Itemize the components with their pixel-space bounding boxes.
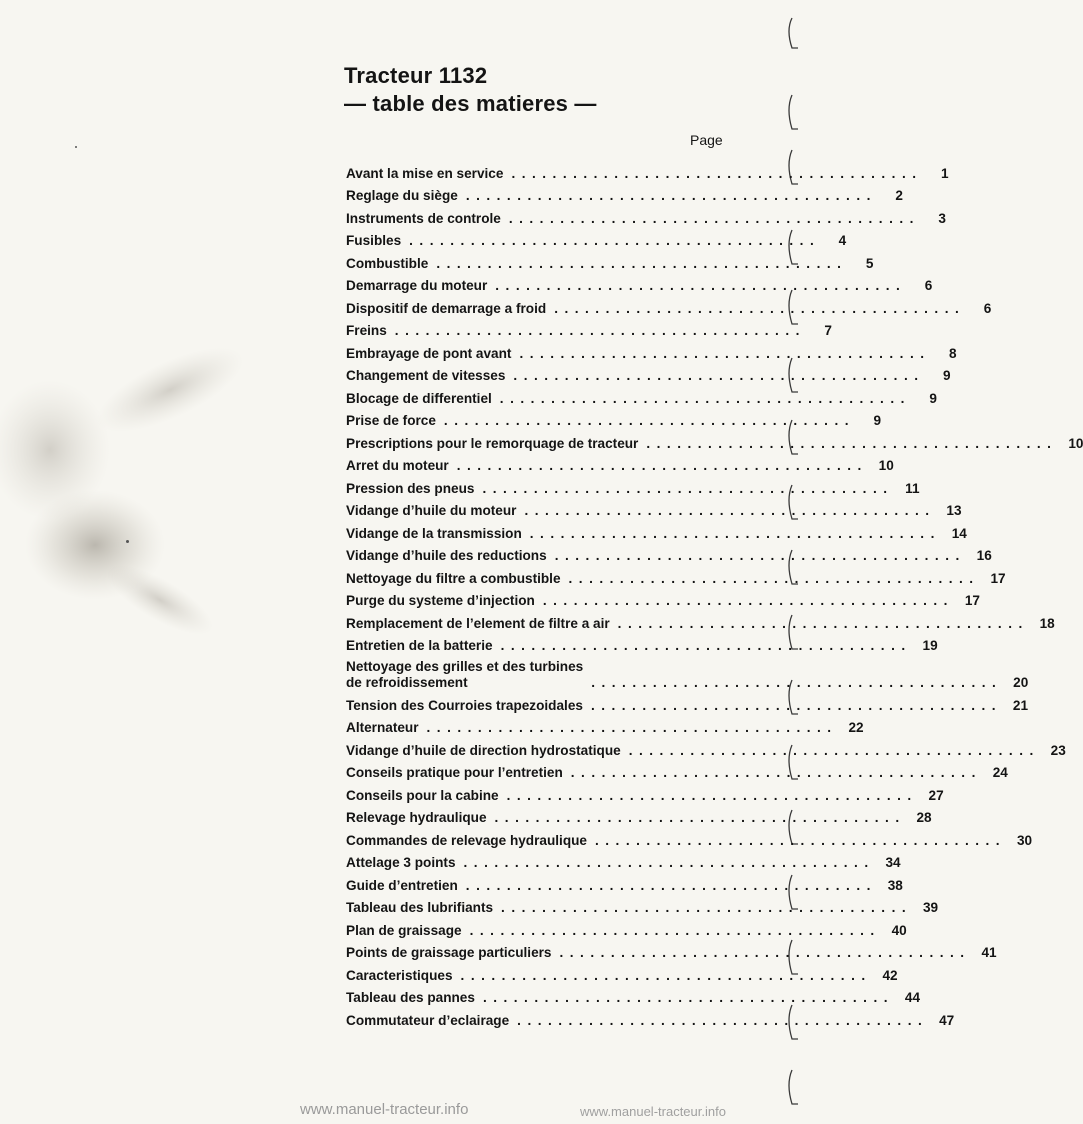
toc-dot-leader: ........................................ — [436, 255, 848, 271]
toc-entry-title — [346, 166, 503, 182]
toc-entry-title-line: Alternateur — [346, 720, 419, 735]
toc-entry-title — [346, 968, 453, 984]
toc-entry-title — [346, 659, 583, 691]
toc-entry — [346, 474, 920, 497]
toc-entry — [346, 781, 944, 804]
toc-entry-title — [346, 900, 493, 916]
toc-entry — [346, 894, 939, 917]
toc-page-number: 42 — [882, 967, 898, 983]
toc-dot-leader: ........................................ — [519, 345, 931, 361]
toc-entry-title-line: Tableau des pannes — [346, 990, 475, 1005]
toc-dot-leader: ........................................ — [426, 720, 838, 735]
toc-entry-title-line: Fusibles — [346, 233, 402, 248]
toc-dot-leader: ........................................ — [409, 233, 821, 248]
toc-dot-leader: ........................................ — [628, 742, 1040, 758]
toc-page-number: 21 — [1012, 697, 1029, 713]
toc-dot-leader: ........................................ — [494, 810, 906, 825]
toc-page-number: 11 — [905, 480, 920, 496]
toc-entry — [346, 804, 932, 827]
toc-entry — [346, 542, 992, 565]
toc-dot-leader: ........................................ — [595, 832, 1007, 848]
toc-dot-leader: ........................................ — [508, 210, 920, 226]
toc-entry — [346, 452, 894, 475]
toc-entry-title — [346, 458, 449, 474]
toc-entry — [346, 227, 847, 250]
toc-entry-title-line: Tableau des lubrifiants — [346, 900, 494, 915]
toc-entry-title — [346, 765, 563, 781]
toc-entry-title-line: Prescriptions pour le remorquage de tracteur — [346, 435, 639, 451]
toc-entry — [346, 407, 881, 430]
toc-entry-title — [346, 788, 499, 804]
page-column-header: Page — [690, 132, 723, 148]
toc-dot-leader: ........................................ — [529, 525, 941, 541]
toc-page-number: 17 — [964, 593, 980, 608]
toc-entry — [346, 939, 997, 962]
toc-entry — [346, 691, 1029, 714]
toc-dot-leader: ........................................ — [617, 615, 1029, 631]
toc-entry-title — [346, 436, 638, 452]
toc-dot-leader: ........................................ — [591, 675, 1003, 690]
toc-entry — [346, 984, 921, 1007]
toc-entry-title — [346, 188, 458, 204]
toc-dot-leader: ........................................ — [443, 413, 855, 428]
toc-entry-title — [346, 526, 522, 542]
toc-dot-leader: ........................................ — [513, 368, 925, 383]
toc-entry — [346, 429, 1083, 452]
toc-dot-leader: ........................................ — [554, 300, 966, 316]
table-of-contents — [346, 159, 1083, 1029]
toc-entry-title — [346, 548, 547, 564]
toc-page-number: 40 — [891, 922, 907, 938]
toc-dot-leader: ........................................ — [517, 1012, 929, 1028]
toc-entry-title-line: Embrayage de pont avant — [346, 345, 512, 361]
toc-page-number: 22 — [848, 720, 864, 735]
toc-page-number: 20 — [1013, 675, 1029, 690]
toc-entry-title-line: Plan de graissage — [346, 922, 462, 938]
toc-page-number: 13 — [946, 503, 962, 518]
toc-entry-title-line: Vidange d’huile de direction hydrostatique — [346, 742, 621, 758]
toc-dot-leader: ........................................ — [460, 967, 872, 983]
toc-page-number: 16 — [976, 548, 992, 563]
toc-entry-title — [346, 810, 487, 826]
toc-entry-title — [346, 391, 492, 407]
toc-entry-title-line: Purge du systeme d’injection — [346, 593, 535, 608]
smudge-stain — [0, 330, 260, 660]
toc-entry — [346, 384, 937, 407]
toc-entry — [346, 497, 962, 520]
toc-entry-title — [346, 571, 561, 587]
toc-dot-leader: ........................................ — [495, 278, 907, 293]
toc-entry — [346, 961, 898, 984]
toc-entry-title-line: Avant la mise en service — [346, 165, 504, 181]
toc-dot-leader: ........................................ — [394, 323, 806, 338]
toc-page-number: 30 — [1016, 832, 1033, 848]
toc-entry — [346, 362, 951, 385]
toc-page-number: 44 — [904, 990, 921, 1005]
toc-entry — [346, 317, 832, 340]
toc-dot-leader: ........................................ — [568, 570, 980, 586]
toc-page-number: 24 — [992, 765, 1008, 780]
title-line-2: — table des matieres — — [344, 91, 597, 116]
toc-page-number: 9 — [942, 368, 951, 383]
toc-entry-title — [346, 720, 419, 736]
toc-entry-title — [346, 503, 516, 519]
toc-page-number: 27 — [928, 787, 944, 803]
toc-page-number: 39 — [923, 900, 939, 915]
toc-dot-leader: ........................................ — [456, 458, 868, 473]
toc-page-number: 4 — [838, 233, 847, 248]
toc-page-number: 10 — [1068, 435, 1083, 451]
toc-entry-title-line: Freins — [346, 323, 387, 338]
toc-page-number: 34 — [885, 855, 901, 870]
toc-page-number: 18 — [1039, 615, 1055, 631]
toc-dot-leader: ........................................ — [511, 165, 923, 181]
toc-entry-title-line: Vidange d’huile du moteur — [346, 503, 517, 518]
toc-entry-title — [346, 278, 487, 294]
toc-entry-title-line: Reglage du siège — [346, 188, 458, 203]
toc-dot-leader: ........................................ — [542, 593, 954, 608]
toc-entry-title-line: Remplacement de l’element de filtre a air — [346, 615, 610, 631]
toc-entry-title — [346, 638, 493, 654]
toc-entry-title-line: Caracteristiques — [346, 967, 453, 983]
watermark-left: www.manuel-tracteur.info — [300, 1101, 469, 1118]
toc-entry-title-line: Prise de force — [346, 413, 436, 428]
toc-entry-title-line: Nettoyage du filtre a combustible — [346, 570, 561, 586]
toc-entry-title-line: Demarrage du moteur — [346, 278, 488, 293]
toc-entry-title-line: Instruments de controle — [346, 210, 501, 226]
toc-entry-title — [346, 990, 475, 1006]
toc-entry-title — [346, 945, 552, 961]
toc-page-number: 28 — [916, 810, 932, 825]
toc-dot-leader: ........................................ — [482, 480, 894, 496]
speck — [75, 146, 77, 148]
toc-entry-title-line: Attelage 3 points — [346, 855, 456, 870]
toc-dot-leader: ........................................ — [646, 435, 1058, 451]
toc-page-number: 9 — [873, 413, 881, 428]
toc-entry — [346, 564, 1006, 587]
toc-entry-title-line: Nettoyage des grilles et des turbines — [346, 659, 584, 674]
toc-entry — [346, 916, 907, 939]
toc-entry-title-line: Combustible — [346, 255, 429, 271]
toc-entry-title — [346, 368, 505, 384]
toc-entry-title — [346, 301, 546, 317]
toc-entry-title-line: Commandes de relevage hydraulique — [346, 832, 587, 848]
toc-entry — [346, 249, 874, 272]
toc-entry — [346, 294, 992, 317]
toc-entry — [346, 519, 967, 542]
toc-entry-title-line: Dispositif de demarrage a froid — [346, 300, 547, 316]
toc-page-number: 17 — [990, 570, 1006, 586]
toc-entry — [346, 714, 864, 737]
toc-entry — [346, 204, 946, 227]
toc-dot-leader: ........................................ — [590, 697, 1003, 713]
toc-entry — [346, 159, 949, 182]
toc-dot-leader: ........................................ — [499, 390, 911, 406]
toc-entry — [346, 182, 903, 205]
toc-entry-title-line: Pression des pneus — [346, 480, 475, 496]
toc-entry-title-line: Tension des Courroies trapezoidales — [346, 697, 583, 713]
toc-entry — [346, 339, 957, 362]
speck — [126, 540, 129, 543]
toc-entry-title — [346, 923, 462, 939]
toc-entry-title — [346, 481, 474, 497]
toc-page-number: 2 — [895, 188, 903, 203]
toc-entry — [346, 272, 933, 295]
toc-entry-title-line: Vidange d’huile des reductions — [346, 548, 547, 563]
toc-dot-leader: ........................................ — [463, 855, 875, 870]
toc-entry-title — [346, 1013, 509, 1029]
toc-entry-title-line: Vidange de la transmission — [346, 525, 522, 541]
toc-dot-leader: ........................................ — [482, 990, 895, 1005]
toc-page-number: 1 — [940, 165, 949, 181]
toc-entry — [346, 871, 903, 894]
toc-entry — [346, 826, 1033, 849]
toc-entry-title — [346, 698, 583, 714]
toc-entry-title — [346, 833, 587, 849]
toc-page-number: 9 — [929, 390, 937, 406]
toc-entry-title — [346, 878, 458, 894]
toc-entry-title-line: Conseils pratique pour l’entretien — [346, 765, 563, 780]
toc-entry — [346, 609, 1055, 632]
toc-page-number: 19 — [922, 638, 938, 653]
toc-page-number: 7 — [824, 323, 832, 338]
toc-dot-leader: ........................................ — [465, 877, 877, 893]
toc-dot-leader: ........................................ — [501, 900, 913, 915]
toc-entry — [346, 632, 938, 655]
toc-dot-leader: ........................................ — [554, 548, 966, 563]
toc-entry-title-line: Changement de vitesses — [346, 368, 506, 383]
toc-entry-title-line: Guide d’entretien — [346, 877, 458, 893]
toc-entry-title — [346, 616, 610, 632]
toc-entry-title-line: Relevage hydraulique — [346, 810, 487, 825]
toc-entry-title — [346, 855, 456, 871]
toc-entry-title — [346, 346, 511, 362]
toc-page-number: 3 — [938, 210, 946, 226]
toc-entry — [346, 736, 1066, 759]
toc-dot-leader: ........................................ — [559, 945, 971, 960]
toc-page-number: 5 — [865, 255, 874, 271]
toc-dot-leader: ........................................ — [524, 503, 936, 518]
toc-entry-title — [346, 323, 387, 339]
toc-entry-title — [346, 233, 401, 249]
toc-entry — [346, 759, 1008, 782]
toc-dot-leader: ........................................ — [570, 765, 982, 780]
toc-entry-title — [346, 211, 501, 227]
toc-entry-title — [346, 743, 621, 759]
toc-entry-title — [346, 256, 428, 272]
toc-dot-leader: ........................................ — [469, 922, 881, 938]
toc-entry-title-line: de refroidissement — [346, 675, 468, 690]
toc-dot-leader: ........................................ — [465, 188, 877, 203]
toc-page-number: 10 — [878, 458, 894, 473]
toc-entry-title-line: Conseils pour la cabine — [346, 787, 499, 803]
toc-entry-title-line: Commutateur d’eclairage — [346, 1012, 510, 1028]
toc-entry-title-line: Blocage de differentiel — [346, 390, 492, 406]
watermark-right: www.manuel-tracteur.info — [580, 1104, 726, 1119]
toc-entry-title — [346, 413, 436, 429]
toc-entry — [346, 587, 980, 610]
toc-dot-leader: ........................................ — [500, 638, 912, 653]
toc-page-number: 8 — [948, 345, 957, 361]
toc-page-number: 14 — [951, 525, 967, 541]
toc-page-number: 6 — [924, 278, 933, 293]
toc-entry-title-line: Points de graissage particuliers — [346, 945, 552, 960]
toc-entry-title-line: Entretien de la batterie — [346, 638, 493, 653]
toc-page-number: 38 — [887, 877, 903, 893]
toc-entry — [346, 654, 1029, 691]
toc-page-number: 41 — [981, 945, 997, 960]
toc-entry-title — [346, 593, 535, 609]
toc-entry — [346, 849, 901, 872]
toc-entry — [346, 1006, 955, 1029]
toc-page-number: 6 — [983, 300, 992, 316]
toc-dot-leader: ........................................ — [506, 787, 918, 803]
title-line-1: Tracteur 1132 — [344, 63, 488, 88]
toc-page-number: 47 — [939, 1012, 955, 1028]
document-title — [344, 62, 597, 118]
toc-entry-title-line: Arret du moteur — [346, 458, 449, 473]
toc-page-number: 23 — [1050, 742, 1066, 758]
